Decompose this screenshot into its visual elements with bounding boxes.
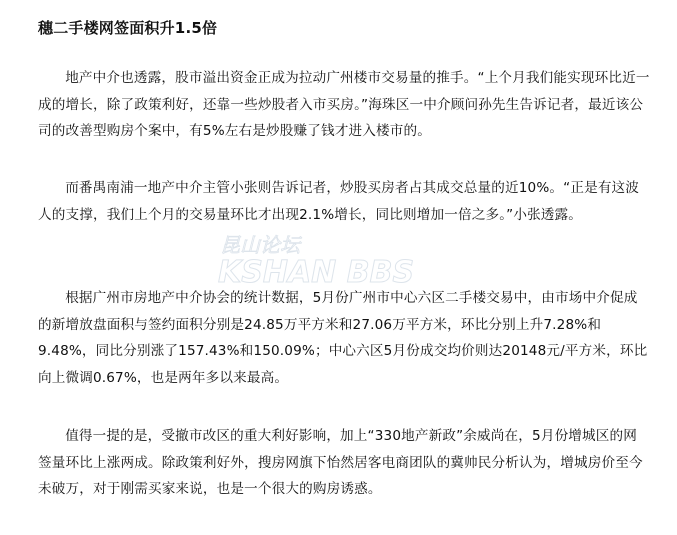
article-title: 穗二手楼网签面积升1.5倍 <box>38 19 218 37</box>
article-paragraph-4: 值得一提的是，受撤市改区的重大利好影响，加上“330地产新政”余威尚在，5月份增城区的网签量环比上涨两成。除政策利好外，搜房网旗下怡然居客电商团队的冀帅民分析认为，增城房价至今未破万，对于刚需买家来说，也是一个很大的购房诱惑。 <box>38 428 643 497</box>
site-watermark-logo <box>218 228 458 288</box>
article-paragraph-1: 地产中介也透露，股市溢出资金正成为拉动广州楼市交易量的推手。“上个月我们能实现环比近一成的增长，除了政策利好，还靠一些炒股者入市买房。”海珠区一中介顾问孙先生告诉记者，最近该公司的改善型购房个案中，有5%左右是炒股赚了钱才进入楼市的。 <box>38 70 650 139</box>
watermark-en-text: KSHAN BBS <box>218 255 415 288</box>
article-paragraph-2: 而番禺南浦一地产中介主管小张则告诉记者，炒股买房者占其成交总量的近10%。“正是有这波人的支撑，我们上个月的交易量环比才出现2.1%增长，同比则增加一倍之多。”小张透露。 <box>38 180 640 223</box>
article-paragraph-3: 根据广州市房地产中介协会的统计数据，5月份广州市中心六区二手楼交易中，由市场中介促成的新增放盘面积与签约面积分别是24.85万平方米和27.06万平方米，环比分别上升7.28%和9.48%，同比分别涨了157.43%和150.09%；中心六区5月份成交均价则达20148元/平方米，环比向上微调0.67%，也是两年多以来最高。 <box>38 290 648 386</box>
watermark-cn-text: 昆山论坛 <box>220 233 300 257</box>
